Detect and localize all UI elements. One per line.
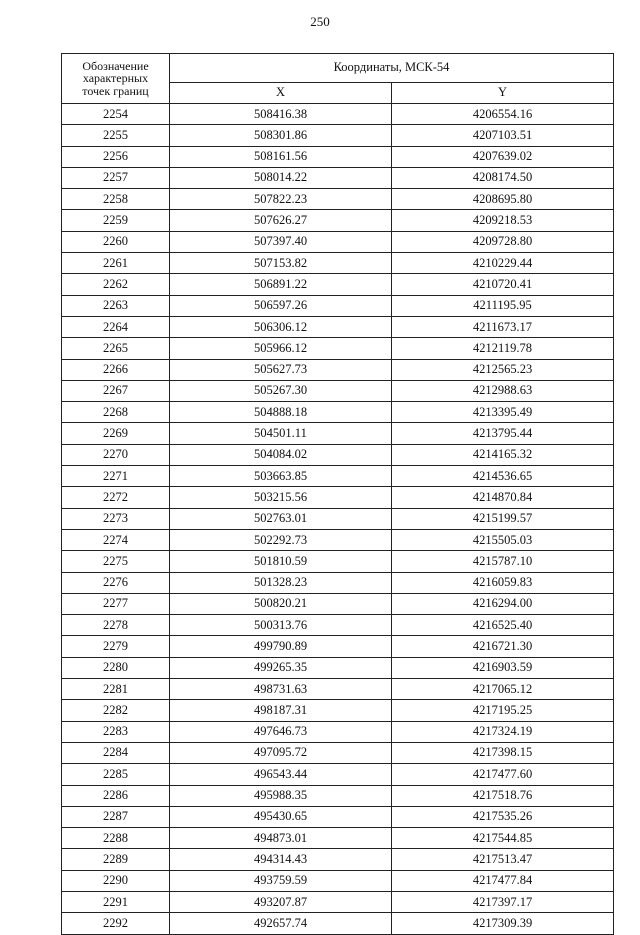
table-row bbox=[62, 508, 614, 529]
cell-point-id: 2273 bbox=[62, 508, 170, 529]
cell-point-id: 2276 bbox=[62, 572, 170, 593]
cell-x-value: 498187.31 bbox=[170, 700, 392, 721]
header-point-line3: точек границ bbox=[82, 83, 149, 98]
table-row bbox=[62, 338, 614, 359]
table-row bbox=[62, 572, 614, 593]
cell-x-value: 494873.01 bbox=[170, 828, 392, 849]
table-row bbox=[62, 913, 614, 934]
table-row bbox=[62, 210, 614, 231]
cell-x-value: 499790.89 bbox=[170, 636, 392, 657]
cell-x-value: 497646.73 bbox=[170, 721, 392, 742]
cell-point-id: 2260 bbox=[62, 231, 170, 252]
cell-y-value: 4217544.85 bbox=[392, 828, 614, 849]
cell-x-value: 504501.11 bbox=[170, 423, 392, 444]
cell-y-value: 4214870.84 bbox=[392, 487, 614, 508]
cell-point-id: 2267 bbox=[62, 380, 170, 401]
cell-x-value: 499265.35 bbox=[170, 657, 392, 678]
cell-x-value: 495430.65 bbox=[170, 806, 392, 827]
header-coordinates: Координаты, МСК-54 bbox=[170, 54, 614, 83]
table-row bbox=[62, 785, 614, 806]
cell-y-value: 4217309.39 bbox=[392, 913, 614, 934]
cell-y-value: 4216903.59 bbox=[392, 657, 614, 678]
table-row bbox=[62, 529, 614, 550]
table-row bbox=[62, 615, 614, 636]
cell-point-id: 2262 bbox=[62, 274, 170, 295]
cell-x-value: 506891.22 bbox=[170, 274, 392, 295]
header-x: X bbox=[170, 83, 392, 104]
table-row bbox=[62, 104, 614, 125]
cell-point-id: 2279 bbox=[62, 636, 170, 657]
cell-point-id: 2284 bbox=[62, 742, 170, 763]
table-row bbox=[62, 700, 614, 721]
table-row bbox=[62, 444, 614, 465]
cell-y-value: 4214165.32 bbox=[392, 444, 614, 465]
cell-point-id: 2287 bbox=[62, 806, 170, 827]
cell-y-value: 4217477.60 bbox=[392, 764, 614, 785]
cell-point-id: 2271 bbox=[62, 466, 170, 487]
cell-y-value: 4212565.23 bbox=[392, 359, 614, 380]
cell-x-value: 506597.26 bbox=[170, 295, 392, 316]
cell-y-value: 4217477.84 bbox=[392, 870, 614, 891]
cell-y-value: 4213795.44 bbox=[392, 423, 614, 444]
cell-x-value: 493759.59 bbox=[170, 870, 392, 891]
cell-point-id: 2286 bbox=[62, 785, 170, 806]
table-row bbox=[62, 593, 614, 614]
cell-point-id: 2283 bbox=[62, 721, 170, 742]
table-row bbox=[62, 551, 614, 572]
cell-x-value: 508161.56 bbox=[170, 146, 392, 167]
table-row bbox=[62, 167, 614, 188]
cell-point-id: 2288 bbox=[62, 828, 170, 849]
table-row bbox=[62, 189, 614, 210]
cell-x-value: 492657.74 bbox=[170, 913, 392, 934]
cell-x-value: 497095.72 bbox=[170, 742, 392, 763]
table-row bbox=[62, 679, 614, 700]
cell-point-id: 2266 bbox=[62, 359, 170, 380]
cell-point-id: 2270 bbox=[62, 444, 170, 465]
cell-x-value: 500313.76 bbox=[170, 615, 392, 636]
cell-y-value: 4208695.80 bbox=[392, 189, 614, 210]
table-row bbox=[62, 657, 614, 678]
cell-point-id: 2269 bbox=[62, 423, 170, 444]
cell-x-value: 496543.44 bbox=[170, 764, 392, 785]
cell-y-value: 4214536.65 bbox=[392, 466, 614, 487]
cell-point-id: 2289 bbox=[62, 849, 170, 870]
cell-x-value: 500820.21 bbox=[170, 593, 392, 614]
cell-point-id: 2281 bbox=[62, 679, 170, 700]
cell-y-value: 4209218.53 bbox=[392, 210, 614, 231]
table-header bbox=[62, 54, 614, 104]
cell-y-value: 4217065.12 bbox=[392, 679, 614, 700]
cell-point-id: 2263 bbox=[62, 295, 170, 316]
cell-x-value: 508416.38 bbox=[170, 104, 392, 125]
cell-y-value: 4210229.44 bbox=[392, 253, 614, 274]
cell-point-id: 2257 bbox=[62, 167, 170, 188]
cell-point-id: 2261 bbox=[62, 253, 170, 274]
header-point-designation bbox=[62, 54, 170, 104]
cell-y-value: 4211195.95 bbox=[392, 295, 614, 316]
cell-y-value: 4213395.49 bbox=[392, 402, 614, 423]
table-row bbox=[62, 274, 614, 295]
cell-point-id: 2277 bbox=[62, 593, 170, 614]
table-body bbox=[62, 104, 614, 935]
cell-y-value: 4215787.10 bbox=[392, 551, 614, 572]
cell-y-value: 4217397.17 bbox=[392, 891, 614, 912]
cell-point-id: 2265 bbox=[62, 338, 170, 359]
coordinates-table bbox=[61, 53, 614, 935]
cell-point-id: 2291 bbox=[62, 891, 170, 912]
cell-x-value: 506306.12 bbox=[170, 316, 392, 337]
cell-y-value: 4217518.76 bbox=[392, 785, 614, 806]
cell-point-id: 2256 bbox=[62, 146, 170, 167]
cell-point-id: 2274 bbox=[62, 529, 170, 550]
cell-point-id: 2259 bbox=[62, 210, 170, 231]
cell-x-value: 508301.86 bbox=[170, 125, 392, 146]
table-row bbox=[62, 828, 614, 849]
cell-x-value: 507626.27 bbox=[170, 210, 392, 231]
table-row bbox=[62, 231, 614, 252]
table-row bbox=[62, 316, 614, 337]
table-row bbox=[62, 636, 614, 657]
table-row bbox=[62, 380, 614, 401]
cell-x-value: 507153.82 bbox=[170, 253, 392, 274]
table-row bbox=[62, 146, 614, 167]
cell-x-value: 494314.43 bbox=[170, 849, 392, 870]
header-y: Y bbox=[392, 83, 614, 104]
cell-point-id: 2275 bbox=[62, 551, 170, 572]
cell-x-value: 504888.18 bbox=[170, 402, 392, 423]
cell-point-id: 2268 bbox=[62, 402, 170, 423]
cell-y-value: 4217513.47 bbox=[392, 849, 614, 870]
cell-y-value: 4216294.00 bbox=[392, 593, 614, 614]
cell-x-value: 508014.22 bbox=[170, 167, 392, 188]
table-row bbox=[62, 764, 614, 785]
cell-y-value: 4217398.15 bbox=[392, 742, 614, 763]
table-row bbox=[62, 870, 614, 891]
cell-x-value: 503215.56 bbox=[170, 487, 392, 508]
cell-y-value: 4215199.57 bbox=[392, 508, 614, 529]
cell-x-value: 501810.59 bbox=[170, 551, 392, 572]
cell-x-value: 505966.12 bbox=[170, 338, 392, 359]
cell-y-value: 4215505.03 bbox=[392, 529, 614, 550]
cell-y-value: 4206554.16 bbox=[392, 104, 614, 125]
cell-y-value: 4216721.30 bbox=[392, 636, 614, 657]
cell-y-value: 4212119.78 bbox=[392, 338, 614, 359]
cell-y-value: 4210720.41 bbox=[392, 274, 614, 295]
cell-point-id: 2280 bbox=[62, 657, 170, 678]
cell-x-value: 503663.85 bbox=[170, 466, 392, 487]
cell-y-value: 4212988.63 bbox=[392, 380, 614, 401]
table-row bbox=[62, 891, 614, 912]
table-row bbox=[62, 253, 614, 274]
cell-point-id: 2285 bbox=[62, 764, 170, 785]
cell-point-id: 2272 bbox=[62, 487, 170, 508]
table-row bbox=[62, 849, 614, 870]
header-point-line1: Обозначение bbox=[82, 58, 149, 73]
cell-x-value: 504084.02 bbox=[170, 444, 392, 465]
cell-x-value: 501328.23 bbox=[170, 572, 392, 593]
cell-point-id: 2290 bbox=[62, 870, 170, 891]
cell-y-value: 4217324.19 bbox=[392, 721, 614, 742]
table-row bbox=[62, 423, 614, 444]
header-point-line2: характерных bbox=[82, 71, 149, 86]
cell-point-id: 2264 bbox=[62, 316, 170, 337]
table-row bbox=[62, 359, 614, 380]
cell-y-value: 4207103.51 bbox=[392, 125, 614, 146]
cell-x-value: 493207.87 bbox=[170, 891, 392, 912]
table-row bbox=[62, 295, 614, 316]
cell-y-value: 4208174.50 bbox=[392, 167, 614, 188]
table-row bbox=[62, 402, 614, 423]
cell-y-value: 4209728.80 bbox=[392, 231, 614, 252]
table-row bbox=[62, 742, 614, 763]
cell-y-value: 4217535.26 bbox=[392, 806, 614, 827]
cell-x-value: 505627.73 bbox=[170, 359, 392, 380]
cell-x-value: 495988.35 bbox=[170, 785, 392, 806]
cell-x-value: 507397.40 bbox=[170, 231, 392, 252]
table-row bbox=[62, 125, 614, 146]
cell-point-id: 2258 bbox=[62, 189, 170, 210]
table-row bbox=[62, 806, 614, 827]
table-row bbox=[62, 721, 614, 742]
cell-y-value: 4217195.25 bbox=[392, 700, 614, 721]
cell-point-id: 2255 bbox=[62, 125, 170, 146]
cell-y-value: 4216059.83 bbox=[392, 572, 614, 593]
cell-x-value: 502292.73 bbox=[170, 529, 392, 550]
table-row bbox=[62, 466, 614, 487]
cell-y-value: 4207639.02 bbox=[392, 146, 614, 167]
cell-x-value: 502763.01 bbox=[170, 508, 392, 529]
cell-y-value: 4211673.17 bbox=[392, 316, 614, 337]
cell-y-value: 4216525.40 bbox=[392, 615, 614, 636]
cell-x-value: 505267.30 bbox=[170, 380, 392, 401]
cell-point-id: 2278 bbox=[62, 615, 170, 636]
cell-x-value: 498731.63 bbox=[170, 679, 392, 700]
page-number: 250 bbox=[310, 14, 330, 29]
cell-x-value: 507822.23 bbox=[170, 189, 392, 210]
cell-point-id: 2292 bbox=[62, 913, 170, 934]
cell-point-id: 2254 bbox=[62, 104, 170, 125]
table-row bbox=[62, 487, 614, 508]
cell-point-id: 2282 bbox=[62, 700, 170, 721]
